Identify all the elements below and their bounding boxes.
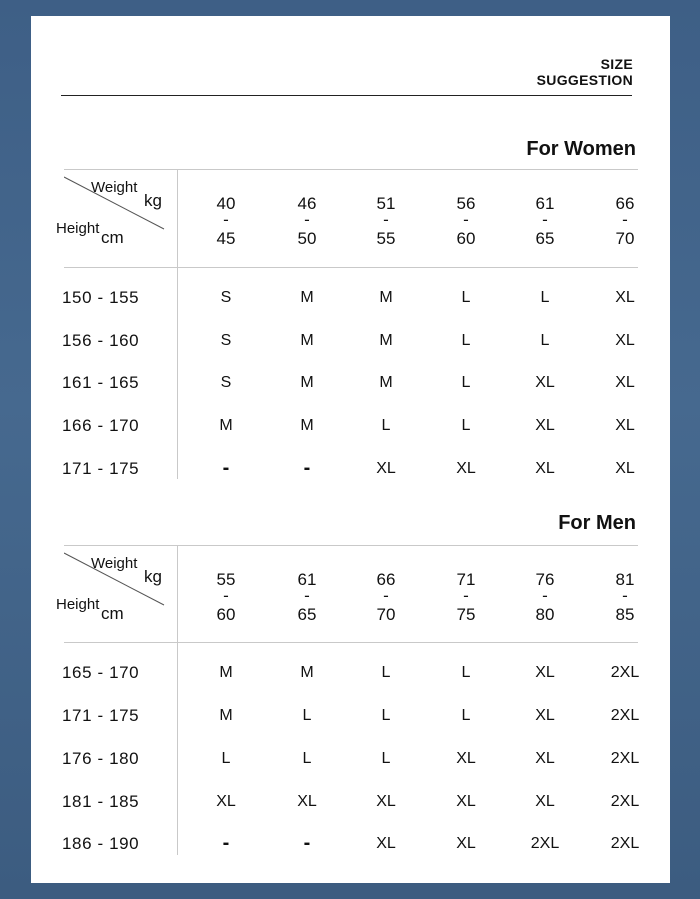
size-cell: XL (535, 750, 555, 767)
size-cell: 2XL (530, 835, 560, 852)
weight-from: 81 (615, 570, 635, 589)
header-divider (61, 95, 632, 96)
size-cell: XL (535, 707, 555, 724)
weight-separator: - (383, 210, 389, 229)
height-range-label: 171 - 175 (62, 459, 140, 478)
table-header-rule (64, 267, 638, 268)
weight-from: 66 (615, 194, 635, 213)
size-cell: XL (615, 332, 635, 349)
header-line-1: SIZE (600, 56, 633, 72)
weight-to: 80 (535, 605, 555, 624)
size-cell: XL (456, 750, 476, 767)
size-cell: - (303, 832, 311, 854)
size-cell: S (220, 374, 232, 391)
size-cell: L (221, 750, 231, 767)
weight-separator: - (383, 586, 389, 605)
size-cell: XL (216, 793, 236, 810)
weight-separator: - (223, 210, 229, 229)
weight-range-header (595, 194, 655, 248)
size-cell: XL (535, 793, 555, 810)
height-range-label: 150 - 155 (62, 288, 140, 307)
weight-to: 65 (535, 229, 555, 248)
size-cell: M (219, 664, 233, 681)
height-range-label: 186 - 190 (62, 834, 140, 853)
height-range-label: 171 - 175 (62, 706, 140, 725)
size-cell: M (379, 374, 393, 391)
weight-from: 66 (376, 570, 396, 589)
weight-from: 71 (456, 570, 476, 589)
weight-from: 56 (456, 194, 476, 213)
corner-cm-label: cm (101, 228, 124, 247)
height-range-label: 181 - 185 (62, 792, 140, 811)
weight-to: 50 (297, 229, 317, 248)
size-cell: 2XL (610, 750, 640, 767)
size-cell: L (461, 417, 471, 434)
size-cell: XL (456, 835, 476, 852)
size-cell: M (379, 289, 393, 306)
size-cell: L (540, 289, 550, 306)
weight-to: 75 (456, 605, 476, 624)
size-cell: XL (535, 460, 555, 477)
weight-separator: - (304, 586, 310, 605)
size-cell: XL (376, 835, 396, 852)
weight-separator: - (463, 586, 469, 605)
size-cell: - (222, 832, 230, 854)
size-cell: L (381, 750, 391, 767)
size-cell: M (300, 332, 314, 349)
size-cell: L (461, 664, 471, 681)
size-cell: L (461, 374, 471, 391)
size-cell: 2XL (610, 835, 640, 852)
corner-weight-label: Weight (91, 179, 138, 196)
weight-from: 51 (376, 194, 396, 213)
height-range-label: 176 - 180 (62, 749, 140, 768)
size-cell: S (220, 289, 232, 306)
size-cell: M (300, 664, 314, 681)
size-cell: L (302, 707, 312, 724)
size-cell: L (540, 332, 550, 349)
height-range-label: 161 - 165 (62, 373, 140, 392)
size-cell: XL (535, 417, 555, 434)
size-cell: XL (535, 664, 555, 681)
size-cell: L (461, 289, 471, 306)
size-cell: XL (615, 417, 635, 434)
size-cell: M (300, 417, 314, 434)
height-range-label: 166 - 170 (62, 416, 140, 435)
weight-from: 46 (297, 194, 317, 213)
size-cell: XL (297, 793, 317, 810)
size-cell: XL (456, 793, 476, 810)
corner-weight-label: Weight (91, 555, 138, 572)
weight-to: 70 (376, 605, 396, 624)
size-cell: XL (615, 374, 635, 391)
weight-from: 61 (297, 570, 317, 589)
size-cell: XL (456, 460, 476, 477)
table-vertical-rule (177, 169, 178, 479)
weight-to: 60 (216, 605, 236, 624)
weight-separator: - (304, 210, 310, 229)
size-cell: M (300, 289, 314, 306)
weight-to: 60 (456, 229, 476, 248)
size-cell: M (219, 417, 233, 434)
size-cell: XL (615, 289, 635, 306)
size-cell: S (220, 332, 232, 349)
weight-to: 45 (216, 229, 236, 248)
weight-range-header (196, 570, 256, 624)
weight-range-header (277, 570, 337, 624)
section-title: For Men (558, 512, 636, 534)
weight-to: 55 (376, 229, 396, 248)
size-cell: - (303, 457, 311, 479)
weight-separator: - (463, 210, 469, 229)
corner-kg-label: kg (144, 567, 162, 586)
size-cell: L (381, 664, 391, 681)
size-cell: XL (615, 460, 635, 477)
corner-kg-label: kg (144, 191, 162, 210)
size-suggestion-header (537, 56, 633, 88)
weight-range-header (515, 570, 575, 624)
corner-height-label: Height (56, 220, 100, 237)
table-vertical-rule (177, 545, 178, 855)
height-range-label: 156 - 160 (62, 331, 140, 350)
size-cell: M (379, 332, 393, 349)
weight-range-header (277, 194, 337, 248)
weight-from: 61 (535, 194, 555, 213)
weight-to: 85 (615, 605, 635, 624)
weight-range-header (515, 194, 575, 248)
weight-separator: - (622, 210, 628, 229)
size-cell: M (300, 374, 314, 391)
corner-cm-label: cm (101, 604, 124, 623)
size-cell: M (219, 707, 233, 724)
weight-from: 55 (216, 570, 236, 589)
weight-separator: - (542, 586, 548, 605)
weight-separator: - (622, 586, 628, 605)
weight-range-header (436, 570, 496, 624)
size-chart-card (31, 16, 670, 883)
size-cell: - (222, 457, 230, 479)
size-cell: 2XL (610, 707, 640, 724)
size-cell: 2XL (610, 664, 640, 681)
weight-from: 40 (216, 194, 236, 213)
weight-separator: - (542, 210, 548, 229)
weight-range-header (356, 194, 416, 248)
size-cell: 2XL (610, 793, 640, 810)
weight-range-header (595, 570, 655, 624)
height-range-label: 165 - 170 (62, 663, 140, 682)
size-cell: XL (376, 460, 396, 477)
size-cell: L (302, 750, 312, 767)
weight-separator: - (223, 586, 229, 605)
weight-from: 76 (535, 570, 555, 589)
size-cell: L (461, 707, 471, 724)
weight-range-header (356, 570, 416, 624)
size-cell: L (381, 707, 391, 724)
size-cell: L (381, 417, 391, 434)
weight-to: 70 (615, 229, 635, 248)
corner-height-label: Height (56, 596, 100, 613)
weight-range-header (436, 194, 496, 248)
weight-range-header (196, 194, 256, 248)
header-line-2: SUGGESTION (536, 72, 633, 88)
size-cell: XL (535, 374, 555, 391)
section-title: For Women (526, 138, 636, 160)
size-cell: L (461, 332, 471, 349)
weight-to: 65 (297, 605, 317, 624)
size-cell: XL (376, 793, 396, 810)
